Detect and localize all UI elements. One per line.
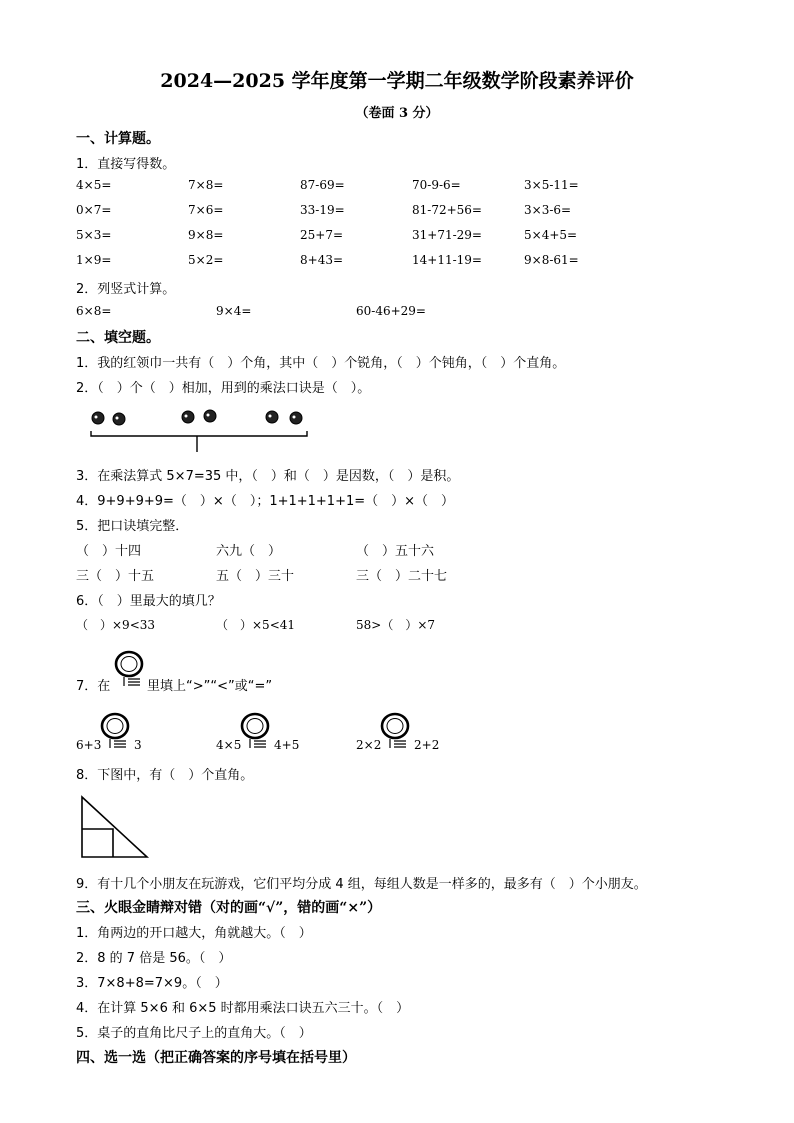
q1-1-label: 1．直接写得数。: [76, 157, 176, 172]
section1-heading: 一、计算题。: [76, 131, 160, 147]
calc-item: 7×6=: [188, 203, 224, 217]
inequality-item: 58>（ ）×7: [356, 618, 436, 632]
mnemonic-item: 五（ ）三十: [216, 569, 295, 584]
page-subtitle: （卷面 3 分）: [355, 106, 439, 121]
calc-item: 25+7=: [300, 228, 344, 242]
calc-item: 4×5=: [76, 178, 112, 192]
vertical-calc-item: 60-46+29=: [356, 304, 426, 318]
fill-q6-label: 6．（ ）里最大的填几？: [76, 594, 221, 609]
section4-heading: 四、选一选（把正确答案的序号填在括号里）: [76, 1050, 356, 1066]
fill-q2: 2．（ ）个（ ）相加，用到的乘法口诀是（ ）。: [76, 381, 371, 396]
fill-q3: 3．在乘法算式 5×7=35 中，（ ）和（ ）是因数，（ ）是积。: [76, 469, 460, 484]
section3-heading: 三、火眼金睛辩对错（对的画“√”，错的画“×”）: [76, 900, 382, 916]
fill-q7-prefix: 7．在: [76, 679, 111, 694]
compare-left: 2×2: [356, 738, 382, 752]
calc-item: 5×2=: [188, 253, 224, 267]
fill-q9: 9．有十几个小朋友在玩游戏，它们平均分成 4 组，每组人数是一样多的，最多有（ ）个小朋友。: [76, 877, 647, 892]
compare-left: 4×5: [216, 738, 242, 752]
compare-right: 3: [134, 738, 142, 752]
mnemonic-item: 三（ ）十五: [76, 569, 155, 584]
mnemonic-item: 六九（ ）: [216, 544, 282, 559]
calc-item: 9×8-61=: [524, 253, 579, 267]
judge-item: 1．角两边的开口越大，角就越大。（ ）: [76, 926, 312, 941]
compare-right: 2+2: [414, 738, 440, 752]
judge-item: 2．8 的 7 倍是 56。（ ）: [76, 951, 232, 966]
mnemonic-item: （ ）十四: [76, 544, 142, 559]
fill-q5-label: 5．把口诀填完整．: [76, 519, 189, 534]
section2-heading: 二、填空题。: [76, 330, 160, 346]
calc-item: 9×8=: [188, 228, 224, 242]
fill-q8: 8．下图中，有（ ）个直角。: [76, 768, 254, 783]
vertical-calc-item: 9×4=: [216, 304, 252, 318]
inequality-item: （ ）×5<41: [216, 618, 296, 632]
calc-item: 1×9=: [76, 253, 112, 267]
calc-item: 7×8=: [188, 178, 224, 192]
calc-item: 3×5-11=: [524, 178, 579, 192]
judge-item: 3．7×8+8=7×9。（ ）: [76, 976, 228, 991]
calc-item: 0×7=: [76, 203, 112, 217]
calc-item: 14+11-19=: [412, 253, 482, 267]
vertical-calc-item: 6×8=: [76, 304, 112, 318]
page-title: 2024—2025 学年度第一学期二年级数学阶段素养评价: [160, 70, 634, 92]
mnemonic-item: 三（ ）二十七: [356, 569, 448, 584]
judge-item: 5．桌子的直角比尺子上的直角大。（ ）: [76, 1026, 312, 1041]
fill-q7-suffix: 里填上“>”“<”或“=”: [147, 679, 273, 694]
calc-item: 87-69=: [300, 178, 345, 192]
compare-right: 4+5: [274, 738, 300, 752]
calc-item: 31+71-29=: [412, 228, 482, 242]
inequality-item: （ ）×9<33: [76, 618, 156, 632]
calc-item: 33-19=: [300, 203, 345, 217]
mnemonic-item: （ ）五十六: [356, 544, 435, 559]
fill-q4: 4．9+9+9+9=（ ）×（ ）；1+1+1+1+1=（ ）×（ ）: [76, 494, 455, 509]
q1-2-label: 2．列竖式计算。: [76, 282, 176, 297]
calc-item: 70-9-6=: [412, 178, 461, 192]
fill-q1: 1．我的红领巾一共有（ ）个角，其中（ ）个锐角，（ ）个钝角，（ ）个直角。: [76, 356, 566, 371]
calc-item: 8+43=: [300, 253, 344, 267]
calc-item: 3×3-6=: [524, 203, 572, 217]
calc-item: 5×4+5=: [524, 228, 578, 242]
calc-item: 81-72+56=: [412, 203, 482, 217]
judge-item: 4．在计算 5×6 和 6×5 时都用乘法口诀五六三十。（ ）: [76, 1001, 410, 1016]
calc-item: 5×3=: [76, 228, 112, 242]
compare-left: 6+3: [76, 738, 102, 752]
